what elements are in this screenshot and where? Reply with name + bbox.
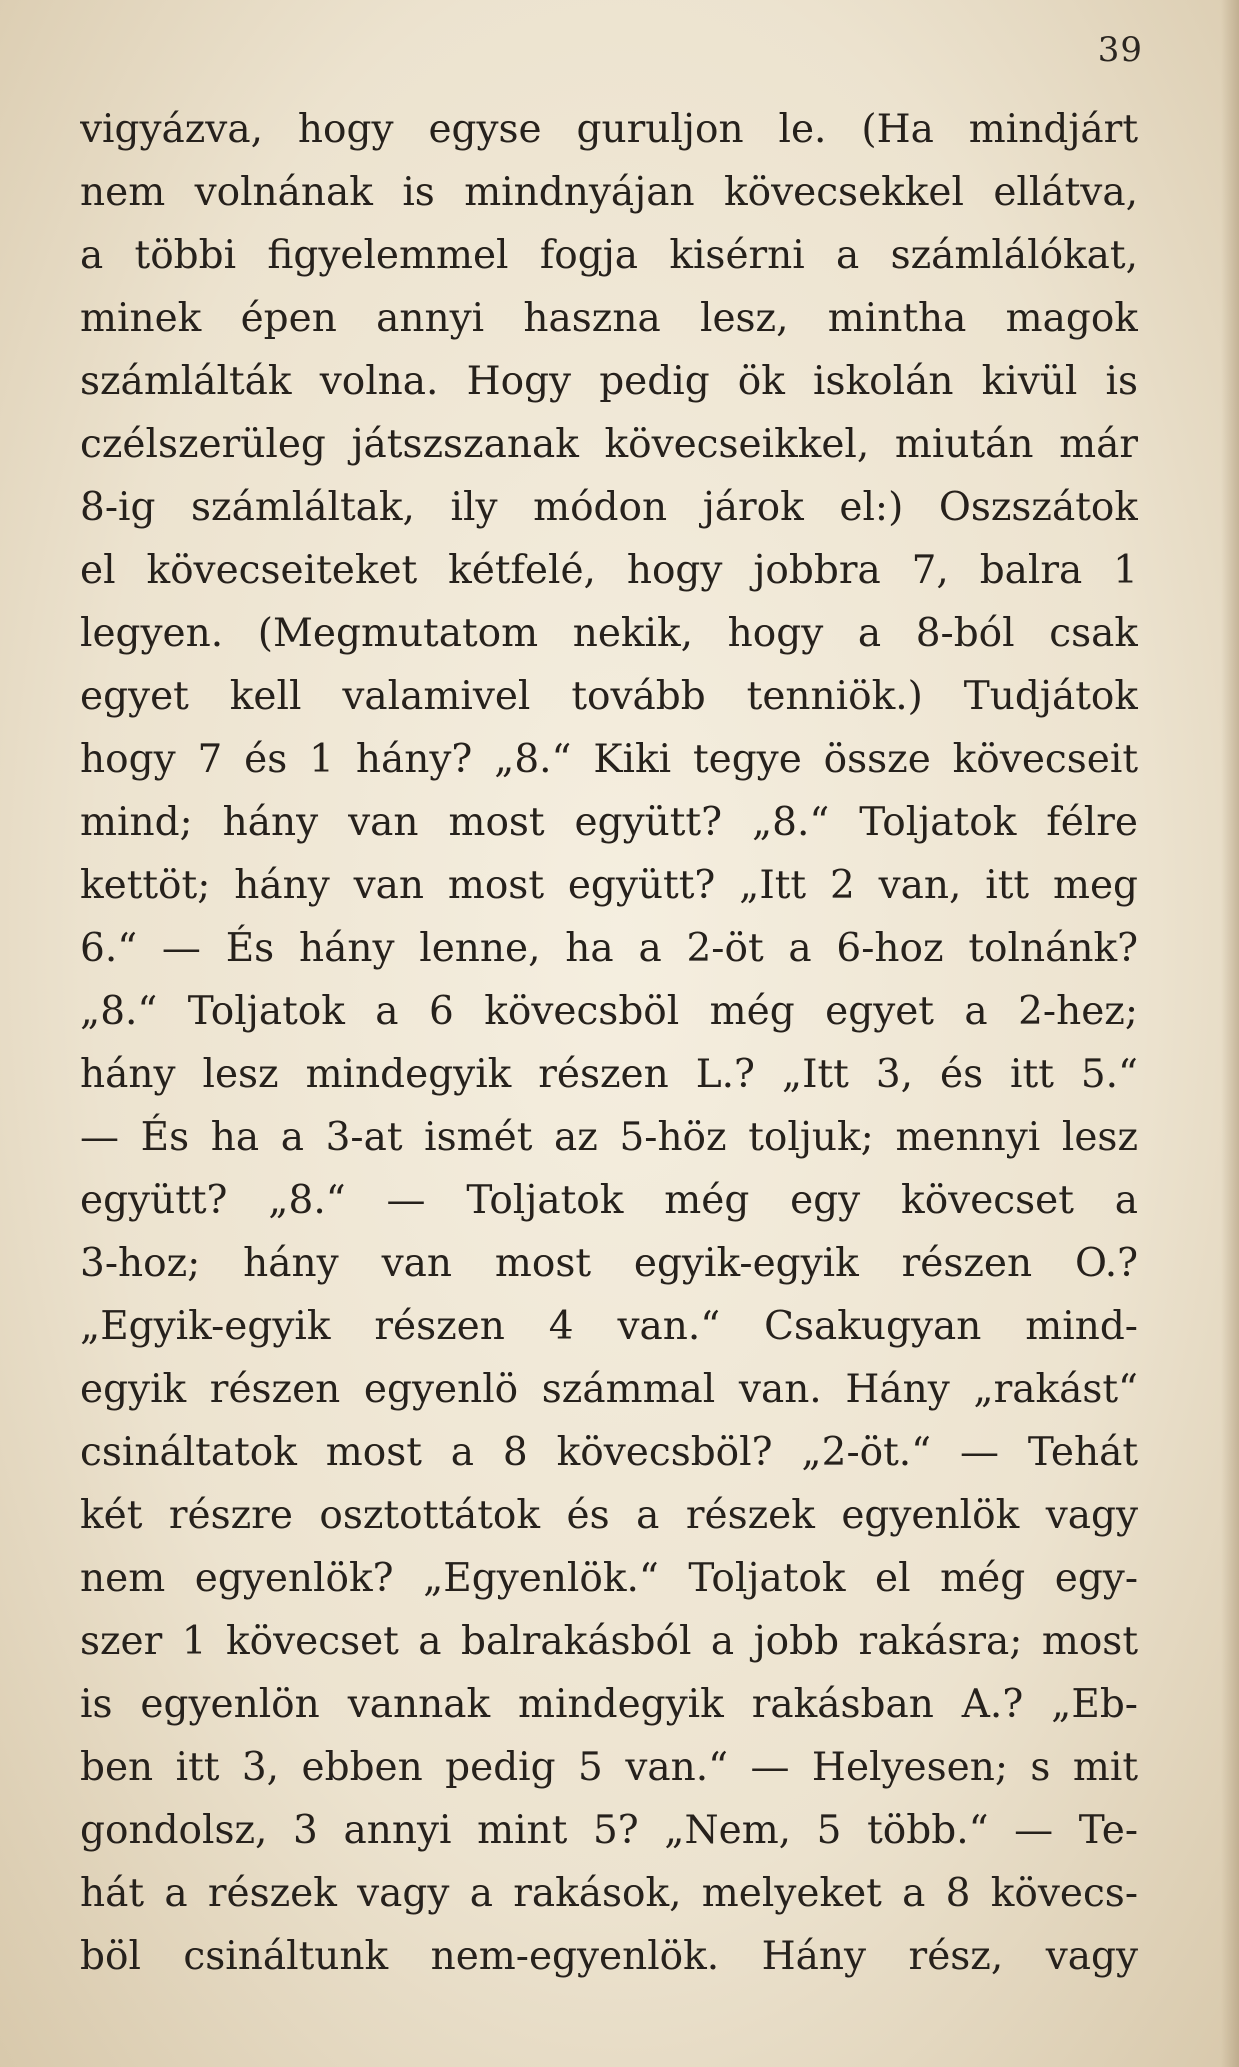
text-line: legyen. (Megmutatom nekik, hogy a 8-ból csak [80,611,1138,656]
text-line: mind; hány van most együtt? „8.“ Toljatok félre [80,800,1138,845]
text-line: böl csináltunk nem-egyenlök. Hány rész, vagy [80,1934,1138,1979]
page-edge-shadow [1221,0,1239,2067]
text-line: is egyenlön vannak mindegyik rakásban A.? „Eb- [80,1682,1138,1727]
text-line: gondolsz, 3 annyi mint 5? „Nem, 5 több.“ — Te- [80,1808,1138,1853]
text-line: — És ha a 3-at ismét az 5-höz toljuk; mennyi lesz [80,1115,1138,1160]
text-line: szer 1 kövecset a balrakásból a jobb rakásra; most [80,1619,1138,1664]
text-line: ben itt 3, ebben pedig 5 van.“ — Helyesen; s mit [80,1745,1138,1790]
text-line: együtt? „8.“ — Toljatok még egy kövecset a [80,1178,1138,1223]
text-line: minek épen annyi haszna lesz, mintha magok [80,296,1138,341]
text-line: vigyázva, hogy egyse guruljon le. (Ha mindjárt [80,107,1138,152]
text-line: egyet kell valamivel tovább tenniök.) Tudjátok [80,674,1138,719]
text-line: kettöt; hány van most együtt? „Itt 2 van, itt meg [80,863,1138,908]
text-line: czélszerüleg játszszanak kövecseikkel, miután már [80,422,1138,467]
body-text [80,98,1138,1988]
text-line: el kövecseiteket kétfelé, hogy jobbra 7, balra 1 [80,548,1138,593]
text-line: csináltatok most a 8 kövecsböl? „2-öt.“ — Tehát [80,1430,1138,1475]
text-line: nem volnának is mindnyájan kövecsekkel ellátva, [80,170,1138,215]
text-line: „8.“ Toljatok a 6 kövecsböl még egyet a 2-hez; [80,989,1138,1034]
text-line: 6.“ — És hány lenne, ha a 2-öt a 6-hoz tolnánk? [80,926,1138,971]
text-line: a többi figyelemmel fogja kisérni a számlálókat, [80,233,1138,278]
page-number: 39 [1097,30,1143,70]
text-line: 8-ig számláltak, ily módon járok el:) Oszszátok [80,485,1138,530]
text-line: hány lesz mindegyik részen L.? „Itt 3, és itt 5.“ [80,1052,1138,1097]
text-line: nem egyenlök? „Egyenlök.“ Toljatok el még egy- [80,1556,1138,1601]
text-line: számlálták volna. Hogy pedig ök iskolán kivül is [80,359,1138,404]
text-line: „Egyik-egyik részen 4 van.“ Csakugyan mind- [80,1304,1138,1349]
text-line: két részre osztottátok és a részek egyenlök vagy [80,1493,1138,1538]
text-line: egyik részen egyenlö számmal van. Hány „rakást“ [80,1367,1138,1412]
text-line: hát a részek vagy a rakások, melyeket a 8 kövecs- [80,1871,1138,1916]
text-line: hogy 7 és 1 hány? „8.“ Kiki tegye össze kövecseit [80,737,1138,782]
text-line: 3-hoz; hány van most egyik-egyik részen O.? [80,1241,1138,1286]
